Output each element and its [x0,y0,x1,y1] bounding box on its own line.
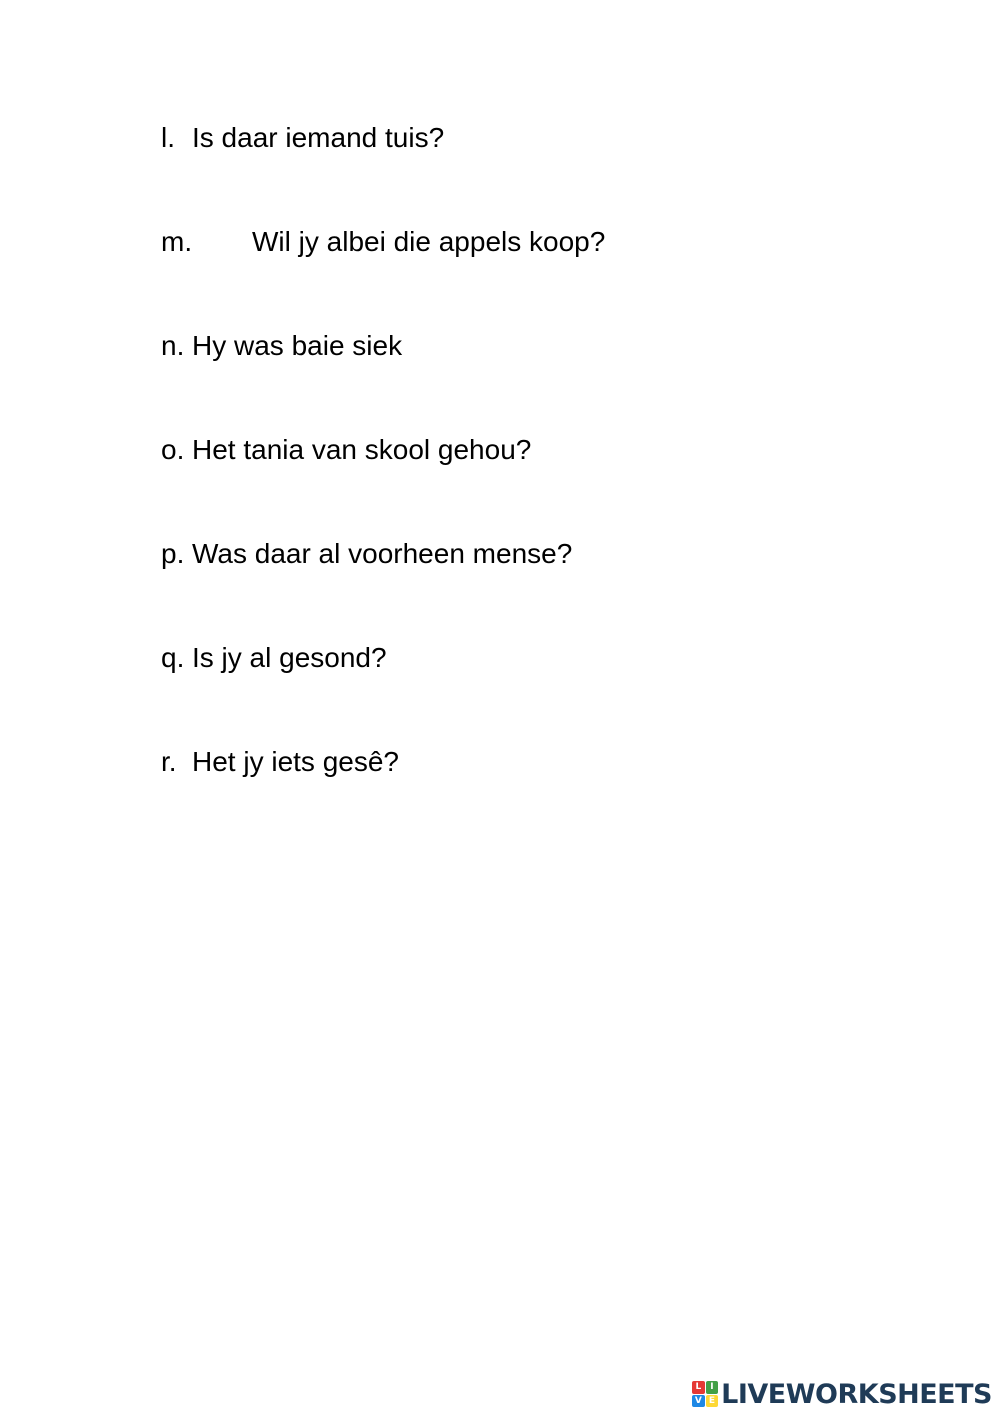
list-item [161,326,402,366]
list-item [161,222,605,262]
logo-tile: I [706,1381,719,1394]
question-text: Wil jy albei die appels koop? [252,226,606,257]
list-marker: m. [161,226,193,257]
list-item [161,430,531,470]
logo-tile: V [692,1395,705,1408]
logo-tile: L [692,1381,705,1394]
list-marker: r. [161,746,177,777]
question-text: Het tania van skool gehou? [192,434,532,465]
list-marker: q. [161,642,185,673]
question-text: Hy was baie siek [192,330,403,361]
question-text: Is jy al gesond? [192,642,387,673]
list-marker: o. [161,434,185,465]
logo-tile: E [706,1395,719,1408]
list-item [161,638,387,678]
list-marker: p. [161,538,185,569]
list-marker: l. [161,122,175,153]
list-item [161,118,444,158]
question-text: Het jy iets gesê? [192,746,399,777]
question-text: Is daar iemand tuis? [192,122,445,153]
liveworksheets-logo-icon [692,1381,718,1407]
list-item [161,534,572,574]
liveworksheets-logo-text: LIVEWORKSHEETS [721,1378,992,1410]
list-item [161,742,399,782]
question-text: Was daar al voorheen mense? [192,538,573,569]
liveworksheets-logo [692,1374,992,1414]
list-marker: n. [161,330,185,361]
